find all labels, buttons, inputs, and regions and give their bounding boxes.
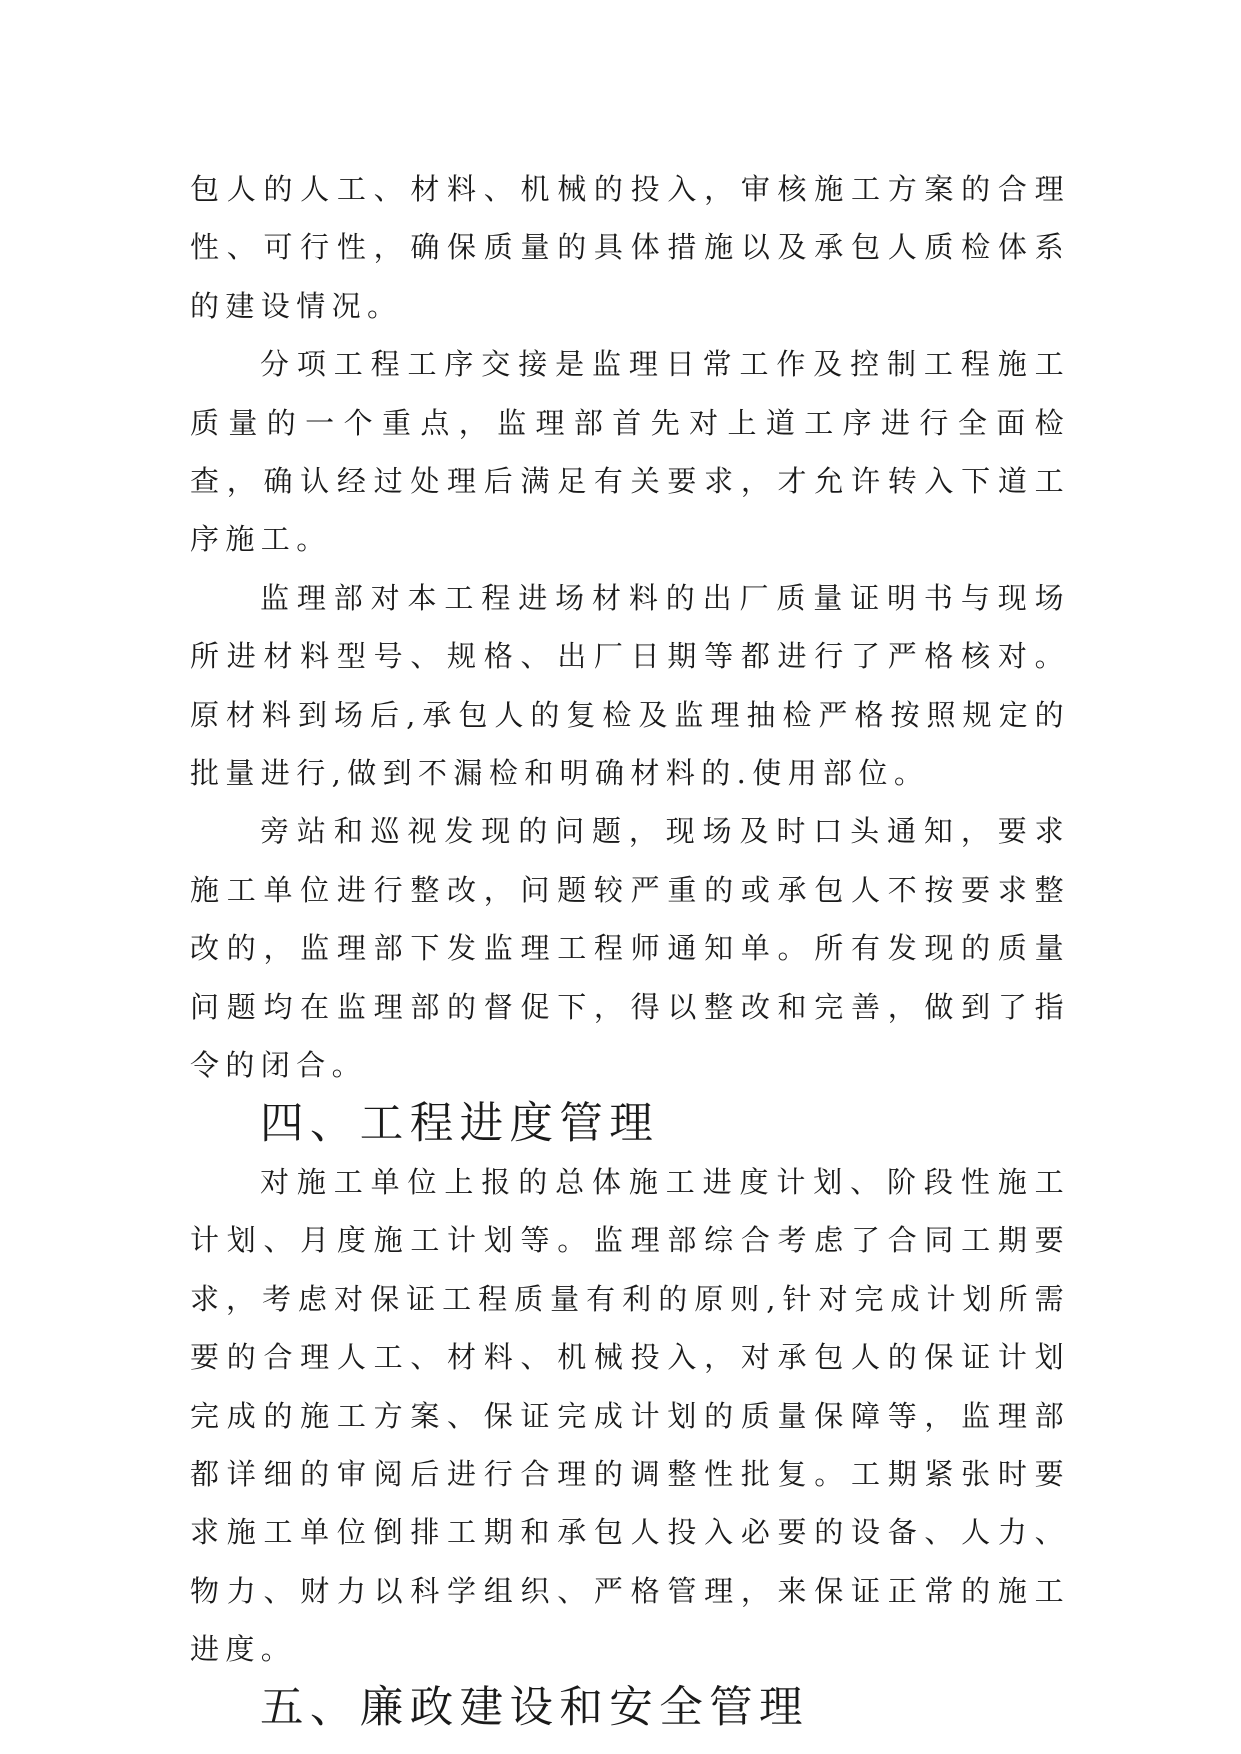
document-body (190, 160, 1070, 1737)
paragraph-material-inspection: 监理部对本工程进场材料的出厂质量证明书与现场所进材料型号、规格、出厂日期等都进行了严格核对。原材料到场后,承包人的复检及监理抽检严格按照规定的批量进行,做到不漏检和明确材料的.使用部位。 (190, 580, 1070, 791)
paragraph-progress-plan: 对施工单位上报的总体施工进度计划、阶段性施工计划、月度施工计划等。监理部综合考虑了合同工期要求，考虑对保证工程质量有利的原则,针对完成计划所需要的合理人工、材料、机械投入，对承包人的保证计划完成的施工方案、保证完成计划的质量保障等，监理部都详细的审阅后进行合理的调整性批复。工期紧张时要求施工单位倒排工期和承包人投入必要的设备、人力、物力、财力以科学组织、严格管理，来保证正常的施工进度。 (190, 1164, 1070, 1667)
section-heading-progress: 四、工程进度管理 (260, 1098, 660, 1149)
section-heading-integrity-safety: 五、廉政建设和安全管理 (260, 1682, 809, 1733)
paragraph-issue-rectification: 旁站和巡视发现的问题，现场及时口头通知，要求施工单位进行整改，问题较严重的或承包人不按要求整改的，监理部下发监理工程师通知单。所有发现的质量问题均在监理部的督促下，得以整改和完善，做到了指令的闭合。 (190, 814, 1070, 1083)
paragraph-continuation: 包人的人工、材料、机械的投入，审核施工方案的合理性、可行性，确保质量的具体措施以及承包人质检体系的建设情况。 (190, 172, 1070, 323)
paragraph-process-handover: 分项工程工序交接是监理日常工作及控制工程施工质量的一个重点，监理部首先对上道工序进行全面检查，确认经过处理后满足有关要求，才允许转入下道工序施工。 (190, 347, 1070, 557)
